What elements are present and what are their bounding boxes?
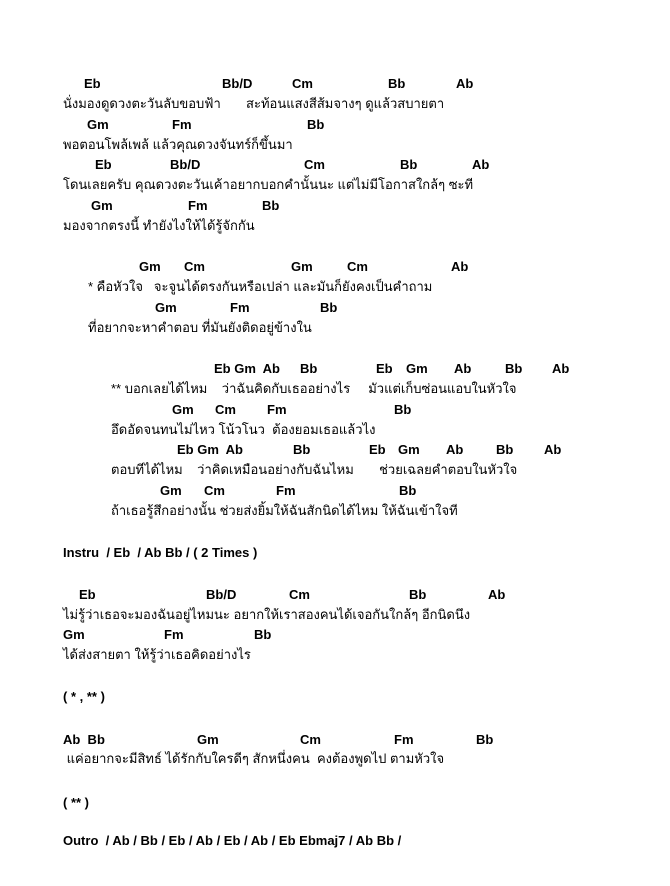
chord: Gm [398,442,420,457]
chord: Gm [406,361,428,376]
lyric-line: * คือหัวใจ จะจูนได้ตรงกันหรือเปล่า และมันก็ยังคงเป็นคำถาม [88,279,433,294]
chord: Ab [544,442,562,457]
chord: Ab [451,259,469,274]
chord: Bb [496,442,514,457]
chord: Gm [63,627,85,642]
chord: Fm [172,117,192,132]
chord: Cm [300,732,321,747]
lyric-line: ไม่รู้ว่าเธอจะมองฉันอยู่ไหมนะ อยากให้เราสองคนได้เจอกันใกล้ๆ อีกนิดนึง [63,607,471,622]
repeat-marker: ( * , ** ) [63,689,105,704]
lyric-line: โดนเลยครับ คุณดวงตะวันเค้าอยากบอกคำนั้นนะ แต่ไม่มีโอกาสใกล้ๆ ซะที [63,177,474,192]
chord: Fm [276,483,296,498]
chord: Bb [307,117,325,132]
chord: Fm [394,732,414,747]
chord: Bb [293,442,311,457]
chord: Gm [139,259,161,274]
chord: Fm [230,300,250,315]
chord: Bb [320,300,338,315]
chord: Eb [79,587,96,602]
outro-line: Outro / Ab / Bb / Eb / Ab / Eb / Ab / Eb Ebmaj7 / Ab Bb / [63,833,402,848]
chord: Eb Gm Ab [214,361,280,376]
chord: Cm [215,402,236,417]
repeat-marker: ( ** ) [63,795,89,810]
chord: Bb [409,587,427,602]
chord: Gm [87,117,109,132]
chord: Cm [347,259,368,274]
lyric-line: นั่งมองดูดวงตะวันลับขอบฟ้า สะท้อนแสงสีส้มจางๆ ดูแล้วสบายตา [63,96,445,111]
lyric-line: แค่อยากจะมีสิทธ์ ได้รักกับใครดีๆ สักหนึ่งคน คงต้องพูดไป ตามหัวใจ [63,751,445,766]
chord: Eb [95,157,112,172]
lyric-line: อึดอัดจนทนไม่ไหว โน้วโนว ต้องยอมเธอแล้วไง [111,422,376,437]
chord: Eb [84,76,101,91]
chord: Ab [552,361,570,376]
chord: Bb [388,76,406,91]
lyric-line: ได้ส่งสายตา ให้รู้ว่าเธอคิดอย่างไร [63,647,251,662]
chord: Bb [400,157,418,172]
chord: Ab [446,442,464,457]
chord: Gm [160,483,182,498]
lyric-line: มองจากตรงนี้ ทำยังไงให้ได้รู้จักกัน [63,218,255,233]
chord: Bb [476,732,494,747]
chord: Bb/D [222,76,253,91]
chord: Bb/D [170,157,201,172]
chord: Cm [289,587,310,602]
lyric-line: ที่อยากจะหาคำตอบ ที่มันยังติดอยู่ข้างใน [88,320,312,335]
chord: Bb/D [206,587,237,602]
lyric-line: ตอบทีได้ไหม ว่าคิดเหมือนอย่างกับฉันไหม ช่วยเฉลยคำตอบในหัวใจ [111,462,518,477]
chord: Cm [204,483,225,498]
chord: Eb [376,361,393,376]
chord: Cm [292,76,313,91]
chord: Bb [254,627,272,642]
lyric-line: ** บอกเลยได้ไหม ว่าฉันคิดกับเธออย่างไร มัวแต่เก็บซ่อนแอบในหัวใจ [111,381,517,396]
chord: Ab [454,361,472,376]
chord: Gm [291,259,313,274]
chord: Fm [188,198,208,213]
chord: Ab [488,587,506,602]
chord: Gm [172,402,194,417]
chord: Fm [267,402,287,417]
instru-line: Instru / Eb / Ab Bb / ( 2 Times ) [63,545,258,560]
lyric-line: ถ้าเธอรู้สึกอย่างนั้น ช่วยส่งยิ้มให้ฉันสักนิดได้ไหม ให้ฉันเข้าใจที [111,503,458,518]
chord: Bb [300,361,318,376]
chord: Bb [394,402,412,417]
chord: Cm [184,259,205,274]
chord: Gm [197,732,219,747]
chord: Bb [505,361,523,376]
chord: Eb [369,442,386,457]
chord: Cm [304,157,325,172]
chord: Ab Bb [63,732,105,747]
chord: Ab [456,76,474,91]
lyric-line: พอตอนโพล้เพล้ แล้วคุณดวงจันทร์ก็ขึ้นมา [63,137,293,152]
chord: Eb Gm Ab [177,442,243,457]
chord: Gm [155,300,177,315]
chord: Bb [399,483,417,498]
chord: Fm [164,627,184,642]
chord: Gm [91,198,113,213]
chord: Bb [262,198,280,213]
chord: Ab [472,157,490,172]
